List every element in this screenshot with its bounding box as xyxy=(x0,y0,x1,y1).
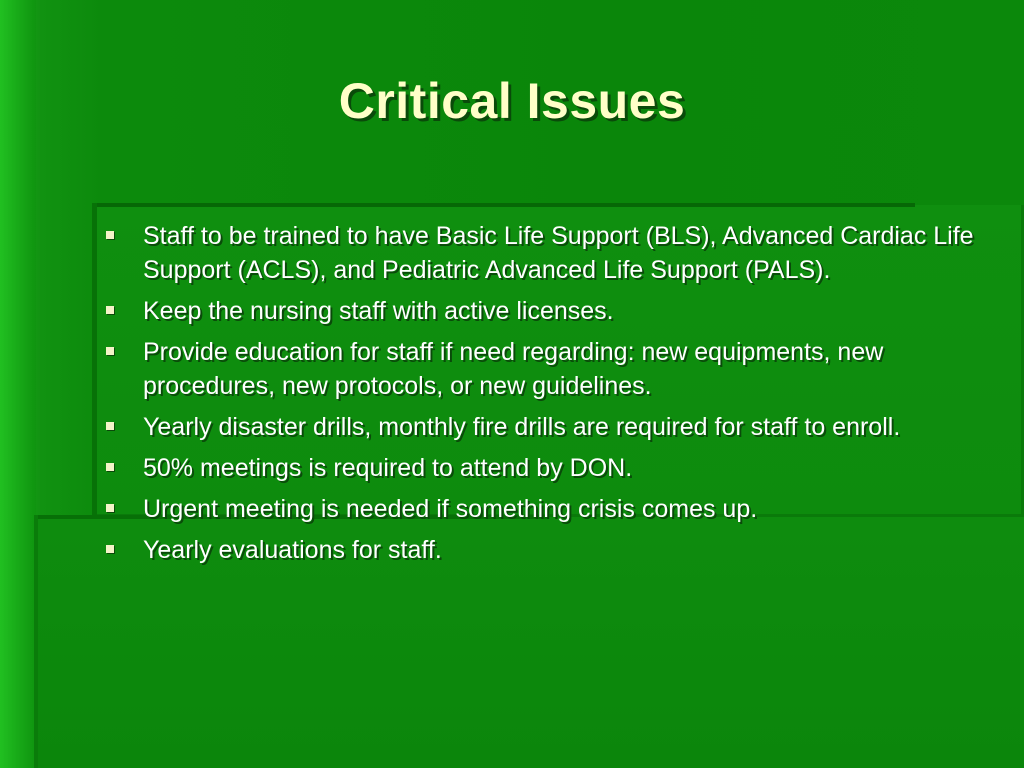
bullet-item xyxy=(104,533,994,567)
bullet-item xyxy=(104,451,994,485)
square-bullet-icon xyxy=(106,347,114,355)
bullet-item xyxy=(104,410,994,444)
bullet-item xyxy=(104,294,994,328)
bullet-text: Provide education for staff if need regarding: new equipments, new procedures, new protocols, or new guidelines. xyxy=(143,338,884,400)
bullet-text: Yearly disaster drills, monthly fire drills are required for staff to enroll. xyxy=(143,413,901,441)
square-bullet-icon xyxy=(106,545,114,553)
bullet-item xyxy=(104,335,994,403)
square-bullet-icon xyxy=(106,504,114,512)
square-bullet-icon xyxy=(106,231,114,239)
bullet-text: Keep the nursing staff with active licenses. xyxy=(143,297,614,325)
slide-title: Critical Issues xyxy=(338,73,686,129)
bullet-text: Urgent meeting is needed if something crisis comes up. xyxy=(143,495,758,523)
bullet-item xyxy=(104,219,994,287)
square-bullet-icon xyxy=(106,306,114,314)
bullet-item xyxy=(104,492,994,526)
upper-panel-left-edge xyxy=(92,203,97,518)
bullet-text: Yearly evaluations for staff. xyxy=(143,536,442,564)
square-bullet-icon xyxy=(106,463,114,471)
bullet-text: 50% meetings is required to attend by DON. xyxy=(143,454,633,482)
upper-panel-top-edge xyxy=(95,203,915,207)
lower-panel-left-edge xyxy=(34,515,38,768)
bullet-list xyxy=(104,219,994,574)
bullet-text: Staff to be trained to have Basic Life Support (BLS), Advanced Cardiac Life Support (ACLS), and Pediatric Advanced Life Support (PALS). xyxy=(143,222,974,284)
square-bullet-icon xyxy=(106,422,114,430)
